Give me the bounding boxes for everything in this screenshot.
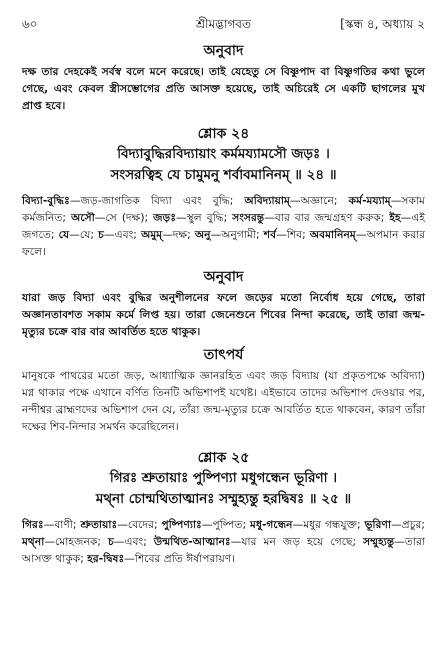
synonym-meaning: অজ্ঞানে; <box>300 194 349 207</box>
translation-heading-1: অনুবাদ <box>203 43 244 59</box>
synonym-term: শর্ব <box>263 228 277 241</box>
synonym-term: মথ্না <box>22 535 45 548</box>
synonym-meaning: বার বার জন্মগ্রহণ করুক; <box>274 211 390 224</box>
synonym-term: সম্মুহ্যন্তু <box>363 535 395 548</box>
synonym-term: শ্রুতায়াঃ <box>80 518 118 531</box>
synonyms-24: বিদ্যা-বুদ্ধিঃ—জড়-জাগতিক বিদ্যা এবং বুদ্ধি; অবিদ্যায়াম্—অজ্ঞানে; কর্ম-ময্যাম্—সকাম কর্মজনিত; অসৌ—সে (দক্ষ); জড়ঃ—স্থুল বুদ্ধি; সংসরন্তু—বার বার জন্মগ্রহণ করুক; ইহ—এই জগতে; যে—যে; চ—এবং; অমুম্—দক্ষ; অনু—অনুগামী; শর্ব—শিব; অবমানিনম্—অপমান করার ফলে। <box>22 194 425 258</box>
synonym-term: ইহ <box>389 211 401 224</box>
verse-24-line-1: বিদ্যাবুদ্ধিরবিদ্যায়াং কর্মময্যামসৌ জড়ঃ । <box>117 146 330 162</box>
synonym-meaning: এবং; <box>114 228 142 241</box>
synonym-meaning: বেদের; <box>127 518 162 531</box>
book-title: শ্রীমদ্ভাগবত <box>195 17 251 31</box>
synonym-meaning: মধুর গন্ধযুক্ত; <box>303 518 365 531</box>
synonym-term: বিদ্যা-বুদ্ধিঃ <box>22 194 70 207</box>
synonym-term: সংসরন্তু <box>232 211 265 224</box>
synonym-term: অমুম্ <box>141 228 163 241</box>
synonym-meaning: শিব; <box>286 228 310 241</box>
synonyms-25: গিরঃ—বাণী; শ্রুতায়াঃ—বেদের; পুষ্পিণ্যাঃ—পুষ্পিত; মধু-গন্ধেন—মধুর গন্ধযুক্ত; ভূরিণা—প্রচুর; মথ্না—মোহজনক; চ—এবং; উন্মথিত-আত্মানঃ—যার মন জড় হয়ে গেছে; সম্মুহ্যন্তু—তারা আসক্ত থাকুক; হর-দ্বিষঃ—শিবের প্রতি ঈর্ষাপরায়ণ। <box>22 518 425 565</box>
synonym-meaning: এবং; <box>124 535 154 548</box>
page-number: ৬০ <box>22 17 38 31</box>
synonym-meaning: জড়-জাগতিক বিদ্যা এবং বুদ্ধি; <box>80 194 245 207</box>
synonym-meaning: সকাম কর্মজনিত; <box>22 194 425 224</box>
section-label: [স্কন্ধ ৪, অধ্যায় ২ <box>340 17 425 31</box>
synonym-meaning: শিবের প্রতি ঈর্ষাপরায়ণ। <box>134 552 236 565</box>
purport-heading: তাৎপর্য <box>203 347 244 363</box>
verse-25-line-2: মথ্না চোন্মথিতাত্মানঃ সম্মুহ্যন্তু হরদ্বিষঃ ॥ ২৫ ॥ <box>95 491 352 507</box>
translation-text-1: দক্ষ তার দেহকেই সর্বস্ব বলে মনে করেছে। তাই যেহেতু সে বিষ্ণুপাদ বা বিষ্ণুগতির কথা ভুলে গেছে, এবং কেবল স্ত্রীসম্ভোগের প্রতি আসক্ত হয়েছে, তাই অচিরেই সে একটি ছাগলের মুখ প্রাপ্ত হবে। <box>22 65 425 112</box>
synonym-meaning: পুষ্পিত; <box>212 518 251 531</box>
synonym-term: ভূরিণা <box>364 518 392 531</box>
synonym-meaning: অনুগামী; <box>221 228 264 241</box>
synonym-meaning: বাণী; <box>54 518 81 531</box>
synonym-term: পুষ্পিণ্যাঃ <box>161 518 202 531</box>
synonym-meaning: সে (দক্ষ); <box>105 211 154 224</box>
verse-24-line-2: সংসরত্বিহ যে চামুমনু শর্বাবমানিনম্ ॥ ২৪ ॥ <box>110 167 337 183</box>
synonym-term: অসৌ <box>71 211 95 224</box>
verse-25-line-1: গিরঃ শ্রুতায়াঃ পুষ্পিণ্যা মধুগন্ধেন ভূরিণা । <box>109 470 338 486</box>
translation-heading-2: অনুবাদ <box>203 269 244 285</box>
synonym-term: মধু-গন্ধেন <box>250 518 293 531</box>
synonym-term: অবিদ্যায়াম্ <box>244 194 290 207</box>
synonym-meaning: এই জগতে; <box>22 211 425 241</box>
synonym-meaning: মোহজনক; <box>55 535 109 548</box>
synonym-term: অবমানিনম্ <box>309 228 356 241</box>
translation-text-2: যারা জড় বিদ্যা এবং বুদ্ধির অনুশীলনের ফলে জড়ের মতো নির্বোধ হয়ে গেছে, তারা অজ্ঞানতাবশত সকাম কর্মে লিপ্ত হয়। তারা জেনেশুনে শিবের নিন্দা করেছে, তাই তারা জন্ম-মৃত্যুর চক্রে বার বার আবর্তিত হতে থাকুক। <box>22 291 425 338</box>
synonym-meaning: স্থুল বুদ্ধি; <box>186 211 233 224</box>
synonym-term: হর-দ্বিষঃ <box>87 552 125 565</box>
synonym-term: গিরঃ <box>22 518 44 531</box>
synonym-meaning: প্রচুর; <box>401 518 425 531</box>
synonym-term: চ <box>98 228 104 241</box>
verse-24-heading: শ্লোক ২৪ <box>197 126 250 142</box>
synonym-meaning: তারা আসক্ত থাকুক; <box>22 535 425 565</box>
synonym-term: কর্ম-ময্যাম্ <box>348 194 391 207</box>
purport-text: মানুষকে পাথরের মতো জড়, আধ্যাত্মিক জ্ঞানরহিত এবং জড় বিদ্যায় (যা প্রকৃতপক্ষে অবিদ্যা) মগ্ন থাকার পক্ষে এখানে বর্ণিত তিনটি অভিশাপই যথেষ্ট। এইভাবে তাদের অভিশাপ দেওয়ার পর, নন্দীশ্বর ব্রাহ্মণদের অভিশাপ দেন যে, তাঁরা জন্ম-মৃত্যুর চক্রে আবর্তিত হতে থাকবেন, কারণ তাঁরা দক্ষের শিব-নিন্দার সমর্থন করেছিলেন। <box>22 369 425 433</box>
synonym-meaning: যে; <box>79 228 99 241</box>
synonym-term: যে <box>58 228 70 241</box>
synonym-meaning: যার মন জড় হয়ে গেছে; <box>241 535 364 548</box>
synonym-term: জড়ঃ <box>153 211 177 224</box>
synonym-term: উন্মথিত-আত্মানঃ <box>153 535 231 548</box>
verse-25-heading: শ্লোক ২৫ <box>197 450 250 466</box>
page-header <box>22 16 425 36</box>
synonym-term: চ <box>108 535 114 548</box>
synonym-meaning: দক্ষ; <box>172 228 195 241</box>
synonym-meaning: অপমান করার ফলে। <box>22 228 425 258</box>
synonym-term: অনু <box>194 228 211 241</box>
